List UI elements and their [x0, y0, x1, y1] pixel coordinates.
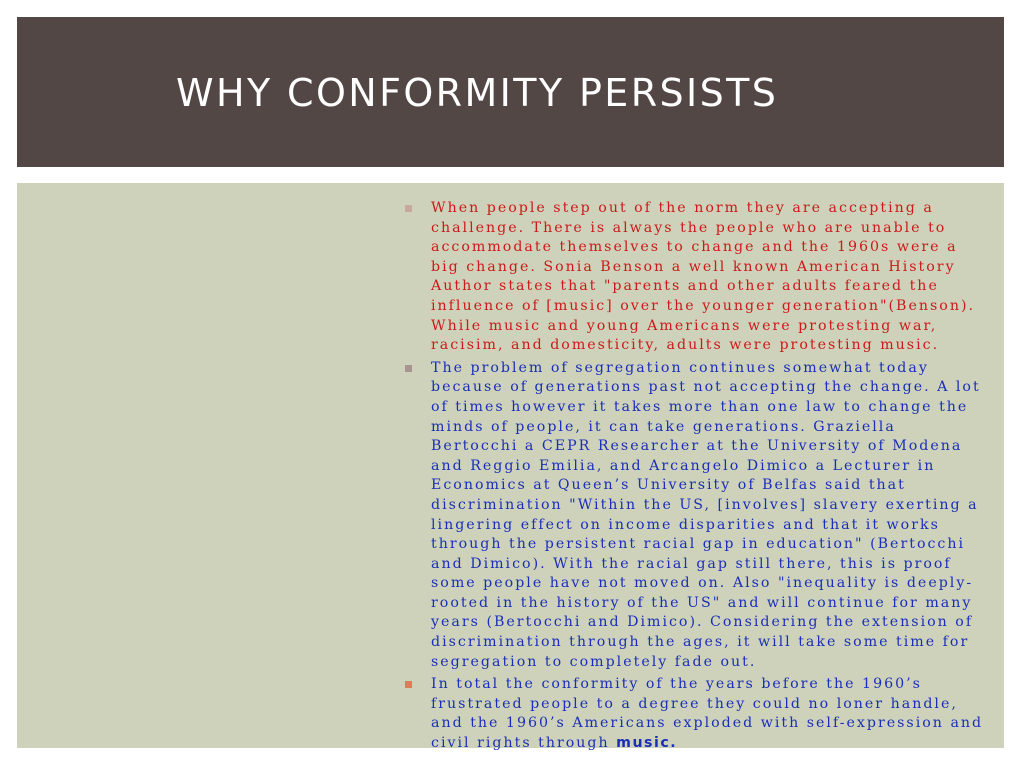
square-bullet-icon: [405, 365, 412, 372]
bullet-item: [405, 199, 985, 356]
bullet-text: The problem of segregation continues somewhat today because of generations past not accepting the change. A lot of times however it takes more than one law to change the minds of people, it can take generations. Graziella Bertocchi a CEPR Researcher at the University of Modena and Reggio Emilia, and Arcangelo Dimico a Lecturer in Economics at Queen’s University of Belfas said that discrimination "Within the US, [involves] slavery exerting a lingering effect on income disparities and that it works through the persistent racial gap in education" (Bertocchi and Dimico). With the racial gap still there, this is proof some people have not moved on. Also "inequality is deeply-rooted in the history of the US" and will continue for many years (Bertocchi and Dimico). Considering the extension of discrimination through the ages, it will take some time for segregation to completely fade out.: [431, 359, 981, 670]
slide-title: WHY CONFORMITY PERSISTS: [176, 71, 779, 115]
square-bullet-icon: [405, 681, 412, 688]
bullet-list: [405, 199, 985, 757]
bullet-text: In total the conformity of the years before the 1960’s frustrated people to a degree they could no loner handle, and the 1960’s Americans exploded with self-expression and civil rights through: [431, 676, 984, 752]
bullet-item: [405, 359, 985, 673]
emphasized-word: music.: [616, 735, 678, 752]
square-bullet-icon: [405, 205, 412, 212]
bullet-item: [405, 675, 985, 753]
bullet-text: When people step out of the norm they are accepting a challenge. There is always the people who are unable to accommodate themselves to change and the 1960s were a big change. Sonia Benson a well known American History Author states that "parents and other adults feared the influence of [music] over the younger generation"(Benson). While music and young Americans were protesting war, racisim, and domesticity, adults were protesting music.: [431, 200, 976, 354]
